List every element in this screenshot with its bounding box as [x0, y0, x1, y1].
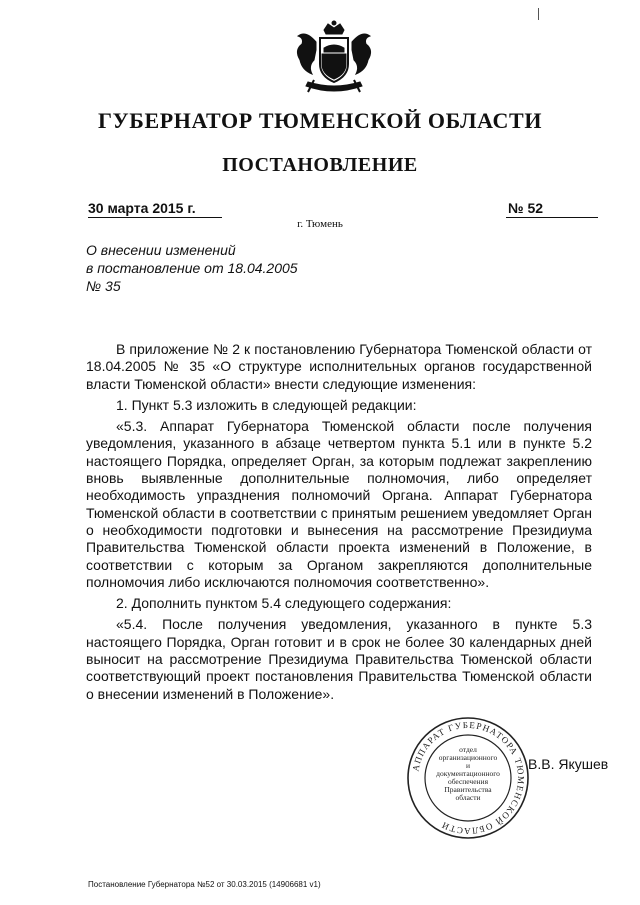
coat-of-arms-emblem — [286, 20, 382, 100]
document-footer: Постановление Губернатора №52 от 30.03.2015 (14906681 v1) — [88, 880, 321, 889]
document-date: 30 марта 2015 г. — [88, 200, 196, 216]
stamp-ring-text: АППАРАТ ГУБЕРНАТОРА ТЮМЕНСКОЙ ОБЛАСТИ — [410, 719, 527, 837]
subject-line: № 35 — [86, 278, 121, 294]
document-body — [86, 341, 592, 703]
document-type-title: ПОСТАНОВЛЕНИЕ — [222, 154, 418, 176]
document-city: г. Тюмень — [297, 218, 343, 230]
stamp-inner-line: отдел — [459, 745, 477, 754]
document-subject — [86, 241, 386, 295]
stamp-inner-line: и — [465, 761, 471, 770]
signer-name: В.В. Якушев — [528, 756, 609, 772]
subject-line: О внесении изменений — [86, 242, 236, 258]
body-paragraph: 2. Дополнить пунктом 5.4 следующего содержания: — [116, 595, 452, 612]
body-paragraph: В приложение № 2 к постановлению Губернатора Тюменской области от 18.04.2005 № 35 «О структуре исполнительных органов государственной власти Тюменской области» внести следующие изменения: — [86, 341, 592, 392]
document-number: № 52 — [508, 200, 544, 216]
stamp-inner-line: области — [455, 793, 481, 802]
stamp-inner-line: организационного — [438, 753, 498, 762]
scan-mark — [538, 8, 539, 20]
stamp-inner-line: документационного — [436, 769, 500, 778]
stamp-inner-line: Правительства — [444, 785, 492, 794]
issuer-title: ГУБЕРНАТОР ТЮМЕНСКОЙ ОБЛАСТИ — [97, 108, 543, 133]
subject-line: в постановление от 18.04.2005 — [86, 260, 298, 276]
body-paragraph: «5.4. После получения уведомления, указанного в пункте 5.3 настоящего Порядка, Орган готовит и в срок не более 30 календарных дней выносит на рассмотрение Президиума Правительства Тюменской области соответствующий проект постановления Правительства Тюменской области о внесении изменений в Положение». — [86, 616, 592, 702]
stamp-inner-line: обеспечения — [447, 777, 489, 786]
body-paragraph: 1. Пункт 5.3 изложить в следующей редакции: — [116, 396, 417, 413]
official-stamp — [406, 716, 530, 840]
body-paragraph: «5.3. Аппарат Губернатора Тюменской области после получения уведомления, указанного в абзаце четвертом пункта 5.1 или в пункте 5.2 настоящего Порядка, определяет Орган, за которым подлежат закреплению вновь выявленные дополнительные полномочия, либо определяет необходимость упразднения полномочий Органа. Аппарат Губернатора Тюменской области в соответствии с принятым решением уведомляет Орган о необходимости подготовки и вынесения на рассмотрение Президиума Правительства Тюменской области проекта изменений в Положение, в соответствии с которым за Органом закрепляются дополнительные полномочия либо исключаются полномочия соответственно». — [86, 418, 592, 590]
